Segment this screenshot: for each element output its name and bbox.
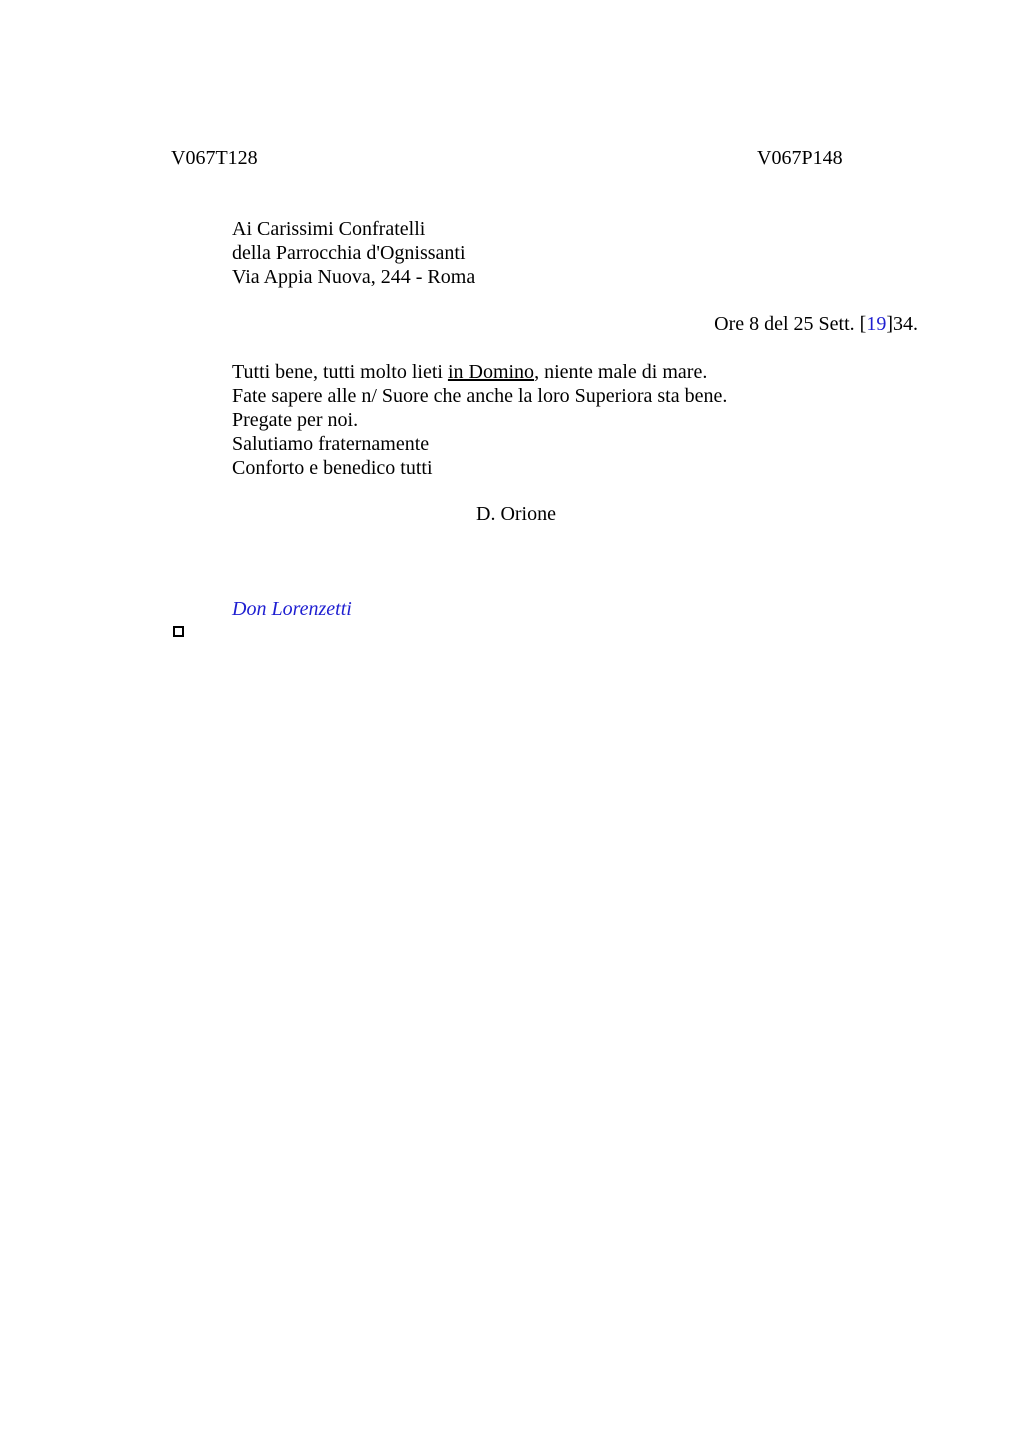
- address-line-1: Ai Carissimi Confratelli: [232, 218, 426, 240]
- address-line-3: Via Appia Nuova, 244 - Roma: [232, 266, 476, 288]
- end-marker-box-icon: [173, 626, 184, 637]
- date-century-editorial: 19: [866, 313, 887, 335]
- date-suffix: ]34.: [886, 313, 918, 335]
- address-block: [232, 217, 475, 289]
- editorial-note: Don Lorenzetti: [232, 598, 352, 620]
- body-line-5: Conforto e benedico tutti: [232, 457, 433, 479]
- body-underlined-phrase: in Domino: [447, 361, 535, 383]
- body-line-1-end: , niente male di mare.: [534, 361, 708, 383]
- signature: D. Orione: [476, 503, 556, 525]
- body-line-4: Salutiamo fraternamente: [232, 433, 430, 455]
- date-prefix: Ore 8 del 25 Sett. [: [714, 313, 867, 335]
- body-line-2: Fate sapere alle n/ Suore che anche la loro Superiora sta bene.: [232, 385, 728, 407]
- body-line-1: [232, 360, 727, 384]
- body-line-1-start: Tutti bene, tutti molto lieti: [232, 361, 448, 383]
- letter-body: [232, 360, 727, 480]
- document-code-left: V067T128: [171, 147, 258, 169]
- date-line: [714, 312, 918, 336]
- document-code-right: V067P148: [757, 147, 843, 169]
- address-line-2: della Parrocchia d'Ognissanti: [232, 242, 466, 264]
- body-line-3: Pregate per noi.: [232, 409, 359, 431]
